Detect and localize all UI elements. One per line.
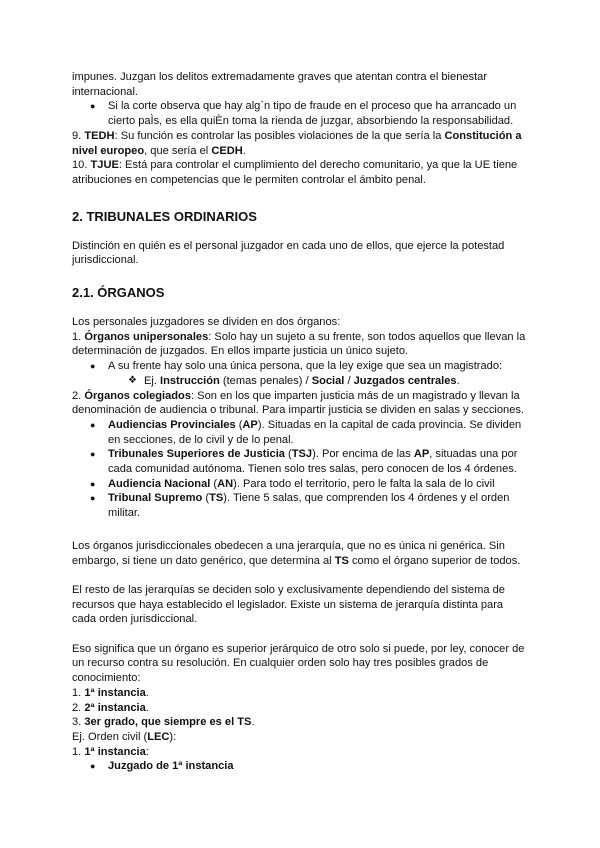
bullet-icon: ● [90, 493, 96, 504]
list-item: ● Audiencias Provinciales (AP). Situadas en la capital de cada provincia. Se dividen en secciones, de lo civil y de lo penal. [90, 418, 522, 446]
paragraph-resto: El resto de las jerarquías se deciden solo y exclusivamente dependiendo del sistema de recursos que haya establecido el legislador. Existe un sistema de jerarquía distinta para cada orden jurisdiccional. [72, 583, 505, 626]
document-body [72, 70, 530, 774]
paragraph-jerarquia: Los órganos jurisdiccionales obedecen a una jerarquía, que no es única ni genérica. Sin embargo, si tiene un dato genérico, que determina al TS como el órgano superior de todos. [72, 539, 521, 567]
paragraph-distincion: Distinción en quién es el personal juzgador en cada uno de ellos, que ejerce la potestad jurisdiccional. [72, 239, 505, 267]
bullet-icon: ● [90, 419, 96, 430]
list-item: ● Audiencia Nacional (AN). Para todo el territorio, pero le falta la sala de lo civil [90, 477, 495, 490]
list-item: ● Si la corte observa que hay alg`n tipo de fraude en el proceso que ha arrancado un cierto paÌs, es ella quiÈn toma la rienda de juzgar, absorbiendo la responsabilidad. [90, 100, 517, 128]
paragraph-intro: Los personales juzgadores se dividen en dos órganos: [72, 316, 341, 329]
paragraph-eso: Eso significa que un órgano es superior jerárquico de otro solo si puede, por ley, conocer de un recurso contra su resolución. En cualquier orden solo hay tres posibles grados de conocimiento: [72, 642, 525, 685]
list-item-colegiados: 2. Órganos colegiados: Son en los que imparten justicia más de un magistrado y llevan la denominación de audiencia o tribunal. Para impartir justicia se dividen en salas y secciones. [72, 389, 525, 417]
bullet-list [72, 759, 530, 774]
list-item-grado: 1. 1ª instancia. [72, 686, 149, 699]
paragraph-impunes: impunes. Juzgan los delitos extremadamente graves que atentan contra el bienestar internacional. [72, 71, 488, 98]
list-item: ● Tribunales Superiores de Justicia (TSJ). Por encima de las AP, situadas una por cada comunidad autónoma. Tienen solo tres salas, pero conocen de los 4 órdenes. [90, 448, 518, 476]
bullet-list [72, 99, 530, 128]
paragraph-ej-orden-civil: Ej. Orden civil (LEC): [72, 730, 177, 743]
list-item-grado: 2. 2ª instancia. [72, 701, 149, 714]
section-heading-organos: 2.1. ÓRGANOS [72, 285, 165, 301]
bullet-icon: ● [90, 101, 96, 112]
bullet-list-tribunales [72, 418, 530, 521]
section-heading-tribunales: 2. TRIBUNALES ORDINARIOS [72, 208, 257, 224]
list-item: ● Juzgado de 1ª instancia [90, 760, 234, 773]
diamond-bullet-icon: ❖ [128, 374, 137, 386]
bullet-list [72, 359, 530, 388]
bullet-icon: ● [90, 361, 96, 372]
list-item: ● Tribunal Supremo (TS). Tiene 5 salas, que comprenden los 4 órdenes y el orden militar. [90, 492, 510, 520]
list-item-tjue: 10. TJUE: Está para controlar el cumplimiento del derecho comunitario, ya que la UE tiene atribuciones en competencias que le permiten controlar el ámbito penal. [72, 159, 518, 186]
bullet-icon: ● [90, 478, 96, 489]
bullet-icon: ● [90, 761, 96, 772]
list-item-tedh: 9. TEDH: Su función es controlar las posibles violaciones de la que sería la Constitución a nivel europeo, que sería el CEDH. [72, 129, 522, 157]
list-item: ❖ Ej. Instrucción (temas penales) / Social / Juzgados centrales. [128, 374, 460, 387]
list-item-grado: 3. 3er grado, que siempre es el TS. [72, 716, 255, 729]
bullet-icon: ● [90, 449, 96, 460]
list-item-primera-instancia: 1. 1ª instancia: [72, 745, 149, 758]
list-item: ● A su frente hay solo una única persona, que la ley exige que sea un magistrado: [90, 360, 503, 373]
list-item-unipersonales: 1. Órganos unipersonales: Solo hay un sujeto a su frente, son todos aquellos que llevan la determinación de juzgados. En ellos imparte justicia un único sujeto. [72, 330, 526, 358]
